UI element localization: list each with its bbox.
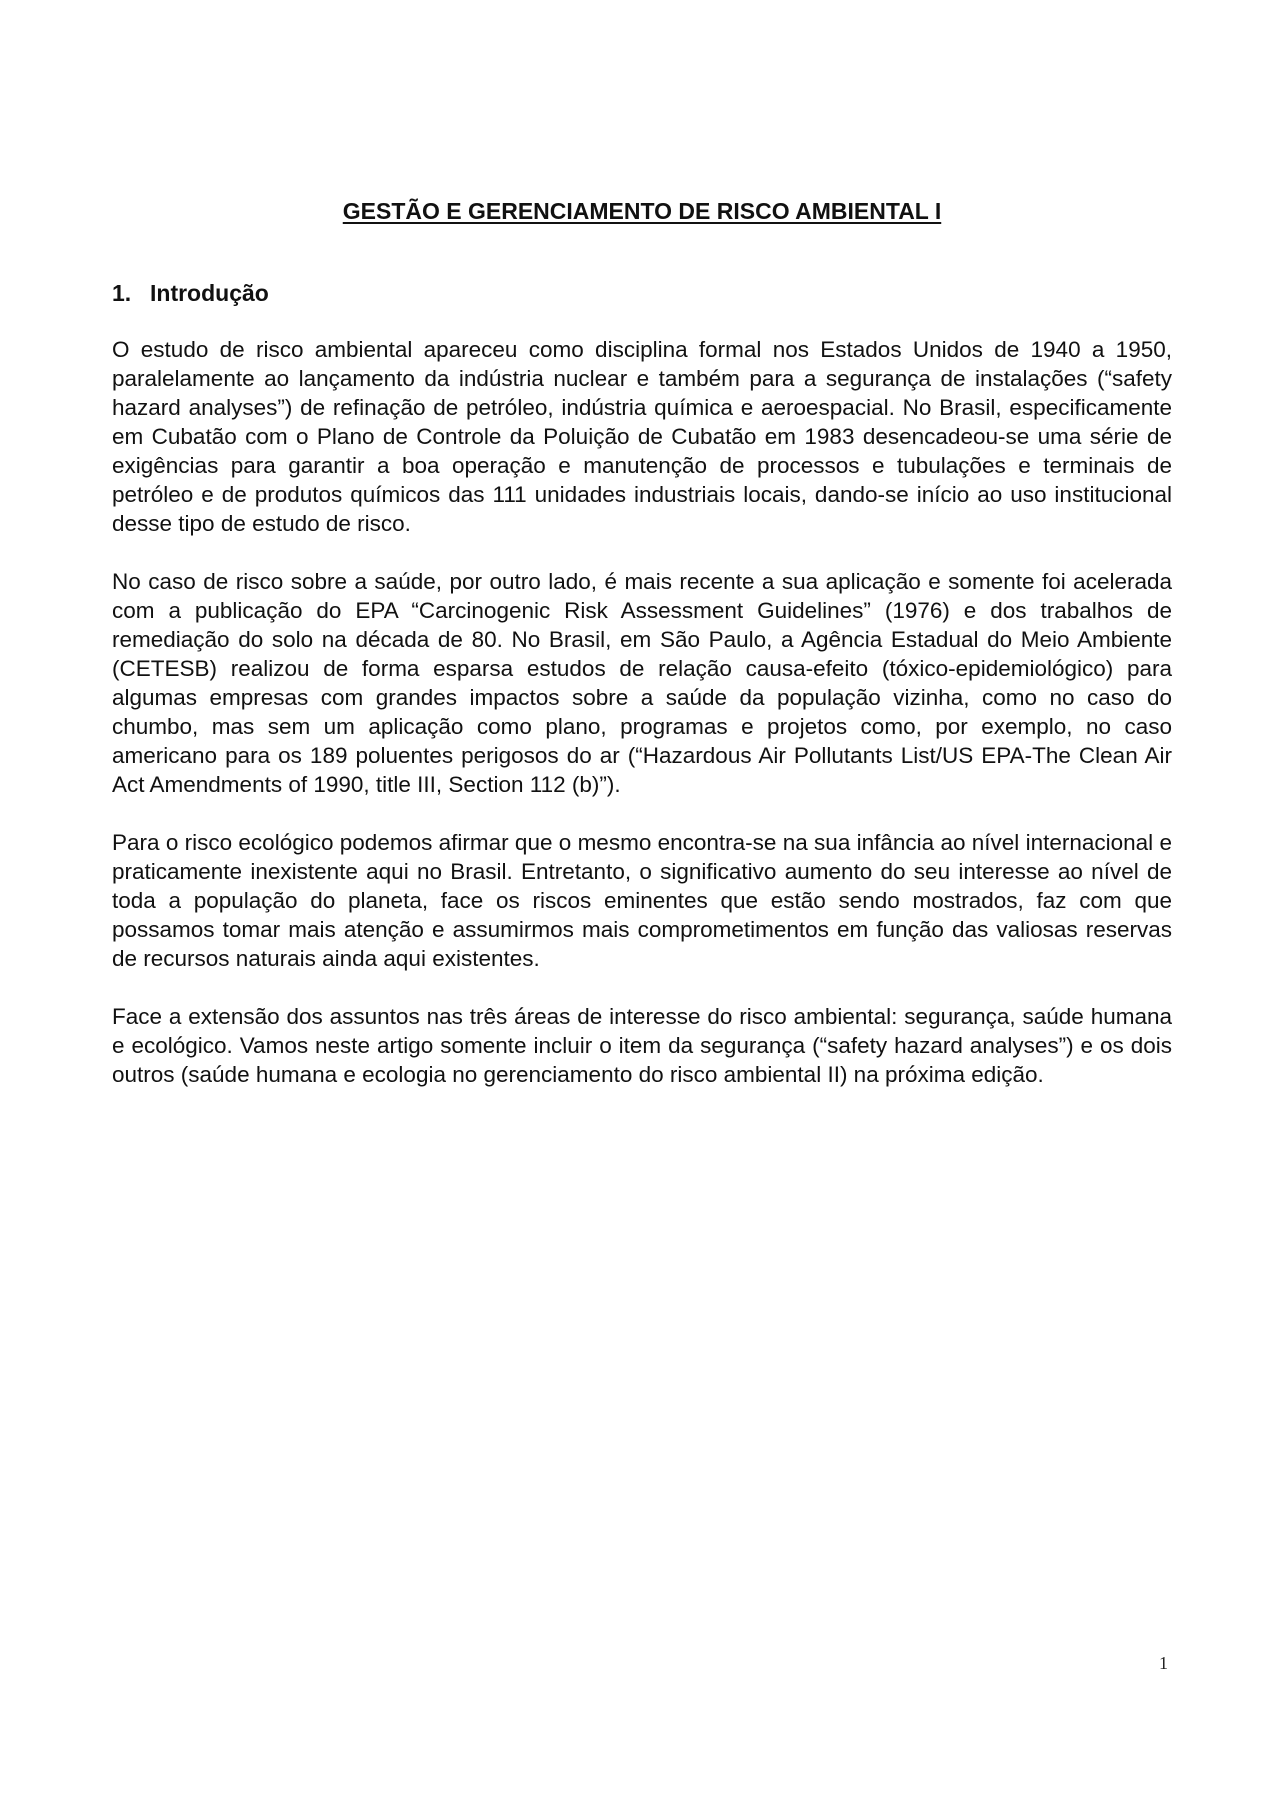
paragraph-4: Face a extensão dos assuntos nas três áreas de interesse do risco ambiental: segurança, saúde humana e ecológico. Vamos neste artigo somente incluir o item da segurança (“safety hazard analyses”) e os dois outros (saúde humana e ecologia no gerenciamento do risco ambiental II) na próxima edição.	[112, 1004, 1172, 1087]
section-heading	[112, 279, 269, 308]
paragraph-1: O estudo de risco ambiental apareceu como disciplina formal nos Estados Unidos de 1940 a 1950, paralelamente ao lançamento da indústria nuclear e também para a segurança de instalações (“safety hazard analyses”) de refinação de petróleo, indústria química e aeroespacial. No Brasil, especificamente em Cubatão com o Plano de Controle da Poluição de Cubatão em 1983 desencadeou-se uma série de exigências para garantir a boa operação e manutenção de processos e tubulações e terminais de petróleo e de produtos químicos das 111 unidades industriais locais, dando-se início ao uso institucional desse tipo de estudo de risco.	[112, 337, 1172, 536]
document-body	[112, 335, 1172, 1118]
page-number: 1	[1159, 1653, 1168, 1673]
section-heading-text: Introdução	[150, 280, 269, 306]
paragraph-3: Para o risco ecológico podemos afirmar que o mesmo encontra-se na sua infância ao nível internacional e praticamente inexistente aqui no Brasil. Entretanto, o significativo aumento do seu interesse ao nível de toda a população do planeta, face os riscos eminentes que estão sendo mostrados, faz com que possamos tomar mais atenção e assumirmos mais comprometimentos em função das valiosas reservas de recursos naturais ainda aqui existentes.	[112, 830, 1172, 971]
section-number: 1.	[112, 280, 132, 306]
paragraph-2: No caso de risco sobre a saúde, por outro lado, é mais recente a sua aplicação e somente foi acelerada com a publicação do EPA “Carcinogenic Risk Assessment Guidelines” (1976) e dos trabalhos de remediação do solo na década de 80. No Brasil, em São Paulo, a Agência Estadual do Meio Ambiente (CETESB) realizou de forma esparsa estudos de relação causa-efeito (tóxico-epidemiológico) para algumas empresas com grandes impactos sobre a saúde da população vizinha, como no caso do chumbo, mas sem um aplicação como plano, programas e projetos como, por exemplo, no caso americano para os 189 poluentes perigosos do ar (“Hazardous Air Pollutants List/US EPA-The Clean Air Act Amendments of 1990, title III, Section 112 (b)”).	[112, 569, 1172, 797]
document-title: GESTÃO E GERENCIAMENTO DE RISCO AMBIENTAL I	[342, 198, 942, 224]
